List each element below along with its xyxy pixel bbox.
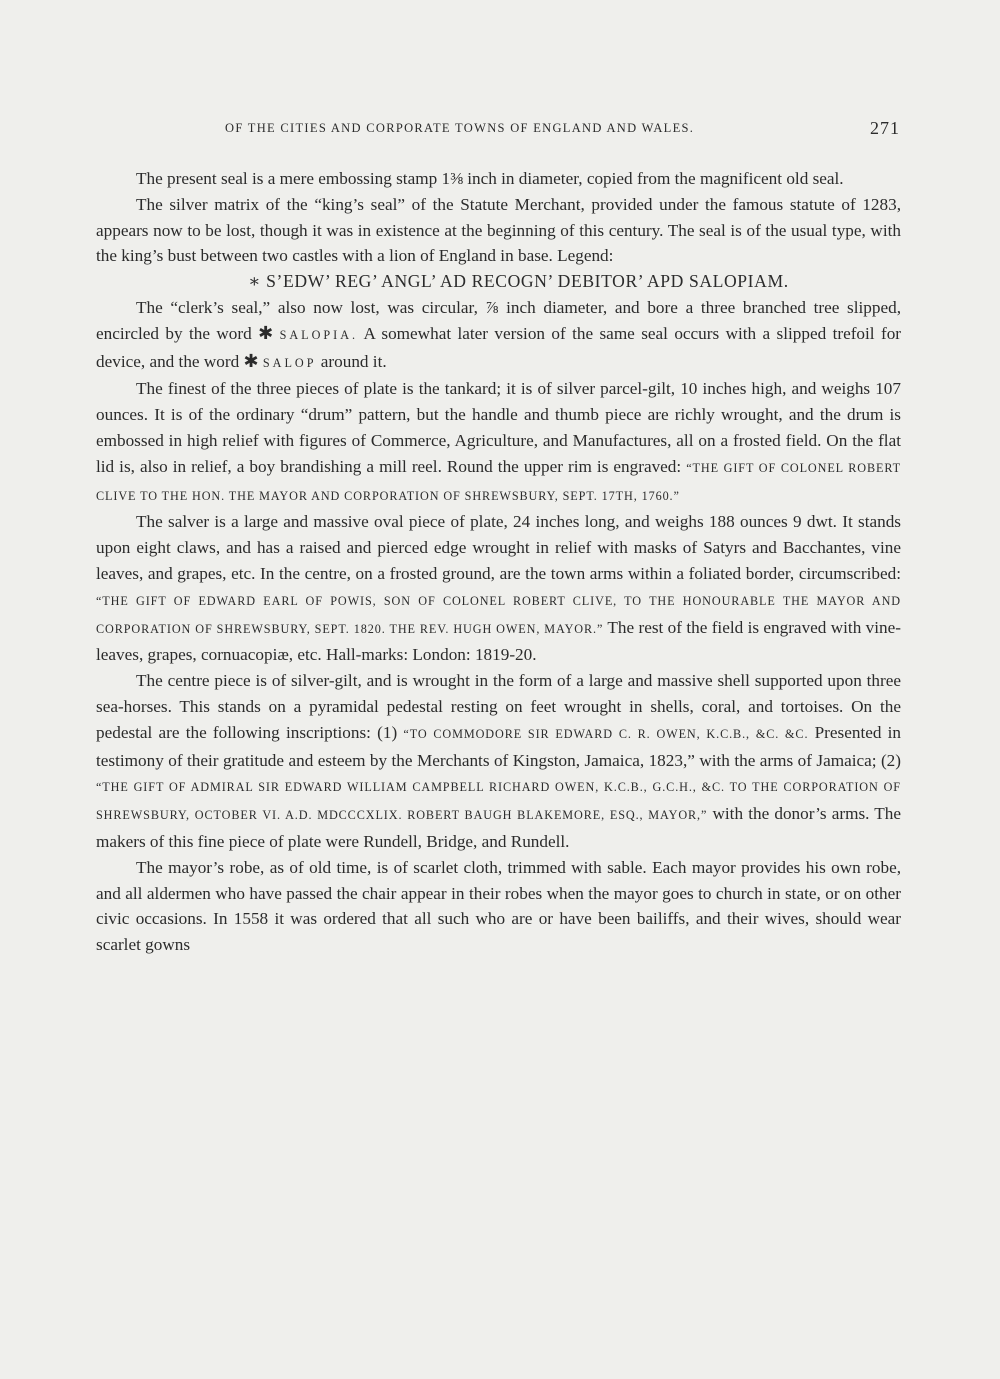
paragraph-tankard: [96, 376, 901, 509]
word-salopia: SALOPIA.: [279, 327, 359, 342]
running-title: OF THE CITIES AND CORPORATE TOWNS OF ENGLAND AND WALES.: [225, 121, 695, 135]
paragraph-salver: [96, 509, 901, 668]
star-icon: ✱: [243, 350, 259, 371]
centre-piece-text-b: Presented in testimony of their gratitude and esteem by the Merchants of Kingston, Jamaica, 1823,” with the arms of Jamaica; (2): [96, 722, 902, 770]
clerks-seal-text-a: The “clerk’s seal,” also now lost, was circular, ⅞ inch diameter, and bore a three branched tree slipped, encircled by the word: [96, 297, 901, 343]
centre-piece-inscription-2: “THE GIFT OF ADMIRAL SIR EDWARD WILLIAM CAMPBELL RICHARD OWEN, K.C.B., G.C.H., &C. TO THE CORPORATION OF SHREWSBURY, OCTOBER VI. A.D. MDCCCXLIX. ROBERT BAUGH BLAKEMORE, ESQ., MAYOR,”: [96, 780, 901, 823]
paragraph-centre-piece: [96, 668, 901, 855]
salver-text-b: The rest of the field is engraved with vine-leaves, grapes, cornuacopiæ, etc. Hall-marks: London: 1819-20.: [96, 617, 901, 665]
seal-legend: [96, 269, 901, 295]
body-text: [96, 166, 901, 958]
clerks-seal-text-c: around it.: [320, 351, 387, 371]
seal-legend-text: S’EDW’ REG’ ANGL’ AD RECOGN’ DEBITOR’ APD SALOPIAM.: [266, 271, 789, 292]
tankard-text: The finest of the three pieces of plate is the tankard; it is of silver parcel-gilt, 10 inches high, and weighs 107 ounces. It is of the ordinary “drum” pattern, but the handle and thumb piece are richly wrought, and the drum is embossed in high relief with figures of Commerce, Agriculture, and Manufactures, all on a frosted field. On the flat lid is, also in relief, a boy brandishing a mill reel. Round the upper rim is engraved:: [96, 379, 901, 476]
tankard-inscription: “THE GIFT OF COLONEL ROBERT CLIVE TO THE HON. THE MAYOR AND CORPORATION OF SHREWSBURY, SEPT. 17TH, 1760.”: [96, 460, 902, 503]
paragraph-mayors-robe: The mayor’s robe, as of old time, is of scarlet cloth, trimmed with sable. Each mayor provides his own robe, and all aldermen who have passed the chair appear in their robes when the mayor goes to church in state, or on other civic occasions. In 1558 it was ordered that all such who are or have been bailiffs, and their wives, should wear scarlet gowns: [96, 857, 901, 955]
salver-text-a: The salver is a large and massive oval piece of plate, 24 inches long, and weighs 188 ounces 9 dwt. It stands upon eight claws, and has a raised and pierced edge wrought in relief with masks of Satyrs and Bacchantes, vine leaves, and grapes, etc. In the centre, on a frosted ground, are the town arms within a foliated border, circumscribed:: [96, 512, 901, 583]
asterisk-icon: ∗: [248, 271, 262, 292]
centre-piece-inscription-1: “TO COMMODORE SIR EDWARD C. R. OWEN, K.C.B., &C. &C.: [403, 726, 809, 741]
page-number: 271: [870, 118, 900, 138]
paragraph-present-seal: The present seal is a mere embossing stamp 1⅜ inch in diameter, copied from the magnificent old seal.: [136, 169, 844, 188]
clerks-seal-text-b: A somewhat later version of the same seal occurs with a slipped trefoil for device, and the word: [96, 323, 902, 371]
centre-piece-text-c: with the donor’s arms. The makers of this fine piece of plate were Rundell, Bridge, and Rundell.: [96, 804, 902, 851]
word-salop: SALOP: [262, 355, 317, 370]
paragraph-kings-seal: The silver matrix of the “king’s seal” of the Statute Merchant, provided under the famous statute of 1283, appears now to be lost, though it was in existence at the beginning of this century. The seal is of the usual type, with the king’s bust between two castles with a lion of England in base. Legend:: [96, 194, 901, 266]
salver-inscription: “THE GIFT OF EDWARD EARL OF POWIS, SON OF COLONEL ROBERT CLIVE, TO THE HONOURABLE THE MAYOR AND CORPORATION OF SHREWSBURY, SEPT. 1820. THE REV. HUGH OWEN, MAYOR.”: [96, 593, 901, 636]
paragraph-clerks-seal: [96, 295, 901, 376]
star-icon: ✱: [258, 322, 274, 343]
running-header: [0, 118, 1000, 145]
centre-piece-text-a: The centre piece is of silver-gilt, and is wrought in the form of a large and massive shell supported upon three sea-horses. This stands on a pyramidal pedestal resting on feet wrought in shells, coral, and tortoises. On the pedestal are the following inscriptions: (1): [96, 671, 901, 742]
